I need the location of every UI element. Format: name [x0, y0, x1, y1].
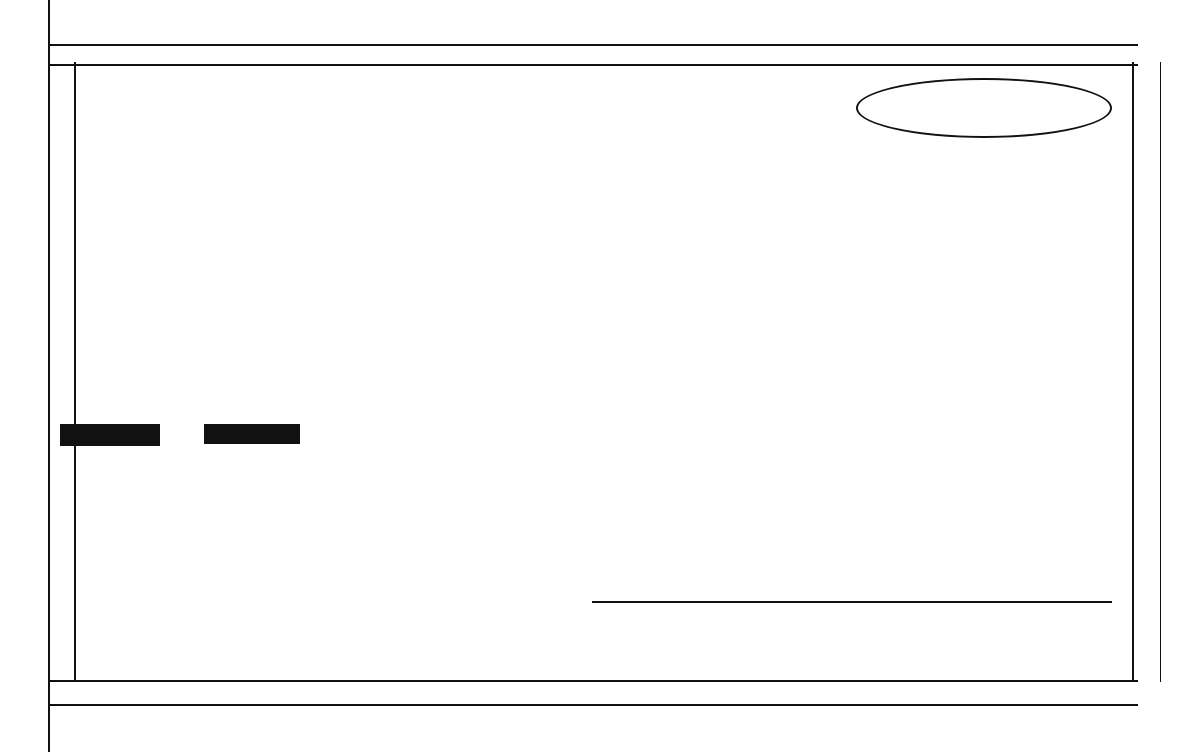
bottom-number-strip [48, 680, 1138, 706]
circled-note-outline [856, 78, 1112, 138]
top-number-strip [48, 44, 1138, 66]
right-edge-line [1160, 62, 1161, 682]
redaction-middle [204, 424, 300, 444]
fields-divider [592, 601, 1112, 603]
left-number-strip-border [74, 62, 76, 682]
right-number-strip-border [1132, 62, 1134, 682]
redaction-left [60, 424, 160, 446]
